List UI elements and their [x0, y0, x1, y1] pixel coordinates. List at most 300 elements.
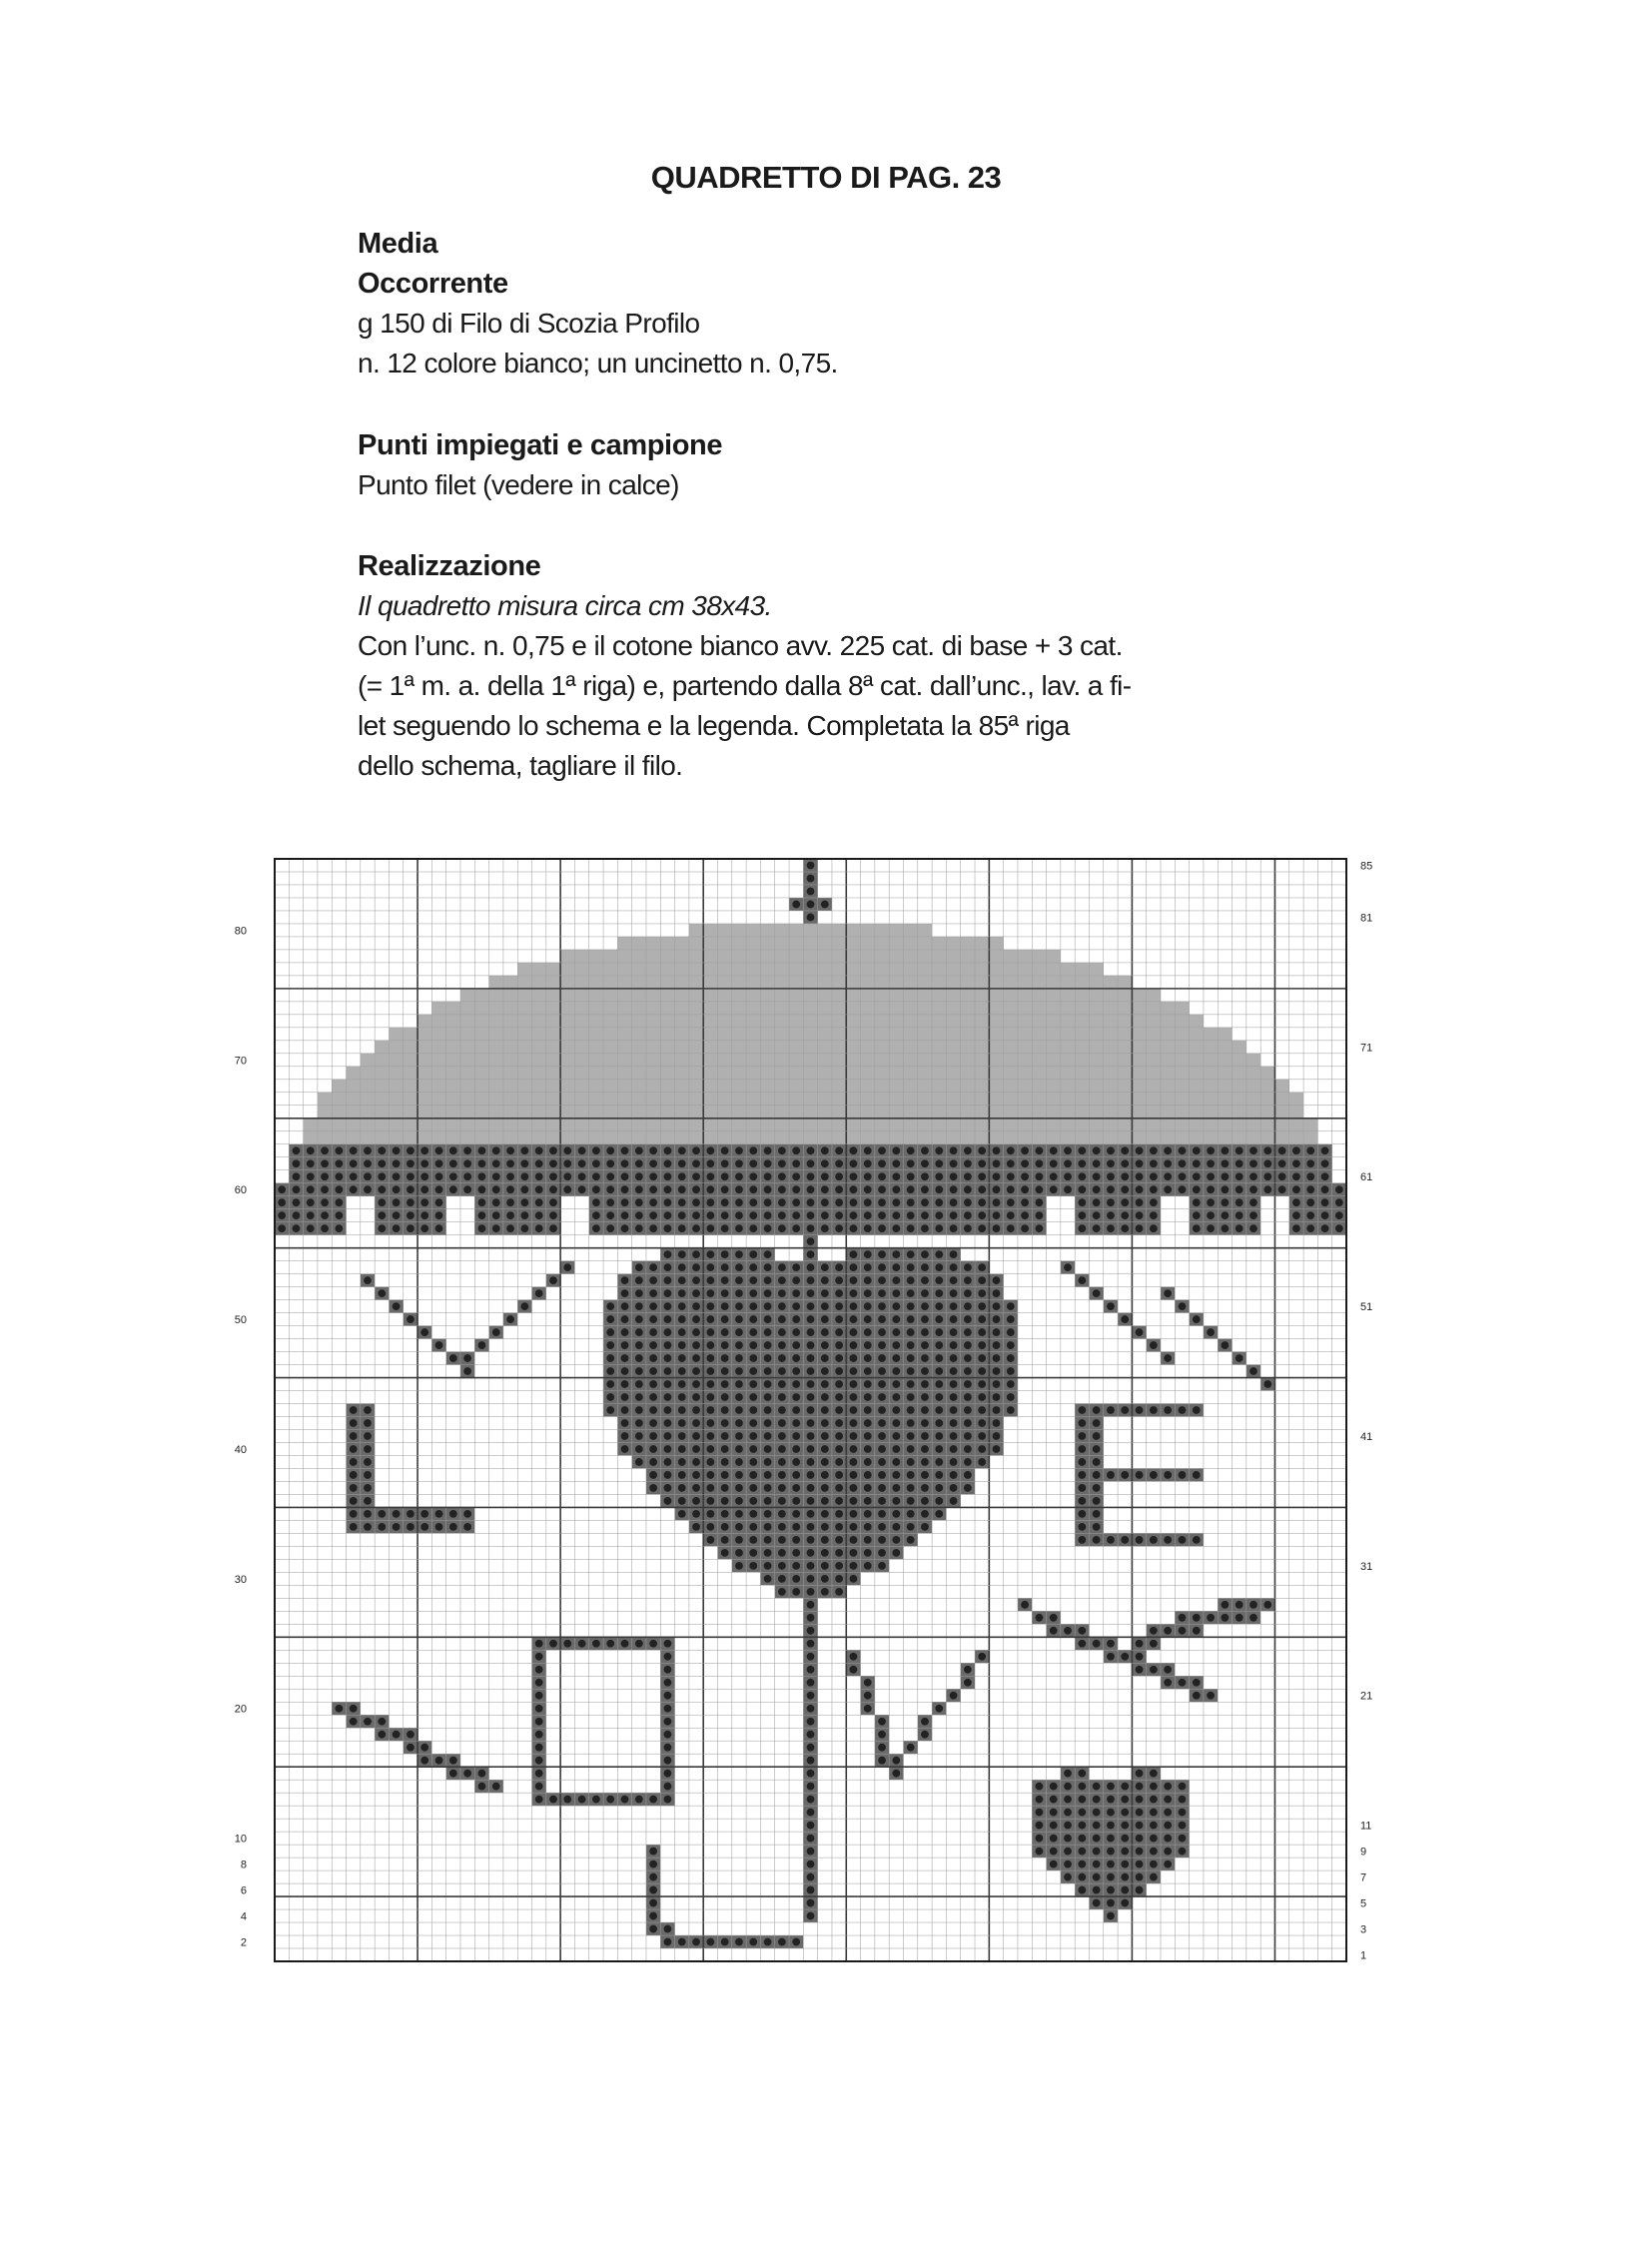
instructions-line: let seguendo lo schema e la legenda. Completata la 85ª riga [358, 710, 1070, 741]
cell-dot [721, 1341, 729, 1349]
light-cell [732, 1131, 746, 1144]
cell-dot [1207, 1159, 1215, 1167]
light-cell [517, 1119, 531, 1131]
cell-dot [792, 1562, 800, 1570]
cell-dot [578, 1185, 586, 1193]
cell-dot [978, 1276, 986, 1284]
light-cell [946, 1119, 960, 1131]
cell-dot [921, 1198, 929, 1206]
cell-dot [1078, 1484, 1086, 1492]
cell-dot [778, 1497, 786, 1505]
light-cell [546, 989, 560, 1002]
right-row-label: 71 [1360, 1042, 1373, 1055]
cell-dot [1078, 1419, 1086, 1427]
cell-dot [1164, 1835, 1172, 1843]
light-cell [375, 1054, 389, 1067]
light-cell [1233, 1054, 1246, 1067]
cell-dot [407, 1159, 414, 1167]
cell-dot [807, 1419, 815, 1427]
cell-dot [864, 1250, 872, 1258]
cell-dot [807, 1549, 815, 1557]
cell-dot [807, 1718, 815, 1726]
light-cell [846, 1054, 860, 1067]
cell-dot [692, 1159, 700, 1167]
light-cell [1289, 1119, 1303, 1131]
light-cell [746, 1131, 760, 1144]
light-cell [932, 1002, 946, 1015]
light-cell [846, 1067, 860, 1080]
cell-dot [1107, 1146, 1115, 1154]
light-cell [803, 1028, 817, 1041]
cell-dot [892, 1354, 900, 1362]
instructions-line: Con l’unc. n. 0,75 e il cotone bianco avv. 225 cat. di base + 3 cat. [358, 630, 1123, 661]
cell-dot [821, 1302, 829, 1310]
light-cell [832, 1028, 846, 1041]
cell-dot [1164, 1406, 1172, 1414]
cell-dot [921, 1185, 929, 1193]
light-cell [732, 937, 746, 950]
cell-dot [807, 1770, 815, 1778]
cell-dot [1179, 1146, 1187, 1154]
cell-dot [335, 1185, 343, 1193]
light-cell [1047, 1028, 1061, 1041]
cell-dot [1249, 1224, 1257, 1232]
light-cell [760, 1131, 774, 1144]
light-cell [746, 976, 760, 989]
light-cell [1190, 1080, 1204, 1093]
cell-dot [735, 1341, 743, 1349]
light-cell [903, 989, 917, 1002]
cell-dot [706, 1328, 714, 1336]
cell-dot [807, 1484, 815, 1492]
cell-dot [978, 1185, 986, 1193]
cell-dot [1093, 1510, 1101, 1518]
light-cell [646, 1093, 660, 1106]
cell-dot [892, 1380, 900, 1388]
cell-dot [935, 1705, 943, 1713]
light-cell [989, 937, 1003, 950]
cell-dot [393, 1198, 401, 1206]
light-cell [1018, 1028, 1032, 1041]
cell-dot [1292, 1211, 1300, 1219]
cell-dot [721, 1938, 729, 1946]
cell-dot [706, 1289, 714, 1297]
cell-dot [649, 1276, 657, 1284]
light-cell [347, 1093, 361, 1106]
light-cell [846, 976, 860, 989]
light-cell [760, 1028, 774, 1041]
cell-dot [606, 1211, 614, 1219]
light-cell [646, 1131, 660, 1144]
cell-dot [606, 1198, 614, 1206]
light-cell [703, 1119, 717, 1131]
cell-dot [635, 1172, 643, 1180]
cell-dot [749, 1510, 757, 1518]
cell-dot [935, 1198, 943, 1206]
cell-dot [807, 1886, 815, 1894]
cell-dot [850, 1159, 858, 1167]
light-cell [1032, 1106, 1046, 1119]
cell-dot [621, 1445, 629, 1453]
cell-dot [706, 1536, 714, 1544]
cell-dot [764, 1471, 772, 1479]
cell-dot [935, 1172, 943, 1180]
cell-dot [950, 1419, 958, 1427]
light-cell [503, 989, 517, 1002]
cell-dot [878, 1302, 886, 1310]
light-cell [532, 1106, 546, 1119]
cell-dot [878, 1263, 886, 1271]
cell-dot [407, 1211, 414, 1219]
cell-dot [606, 1328, 614, 1336]
light-cell [946, 1002, 960, 1015]
instructions-line: dello schema, tagliare il filo. [358, 750, 683, 781]
cell-dot [435, 1757, 443, 1765]
cell-dot [492, 1146, 500, 1154]
cell-dot [764, 1172, 772, 1180]
cell-dot [520, 1211, 528, 1219]
cell-dot [1050, 1614, 1058, 1622]
cell-dot [463, 1354, 471, 1362]
light-cell [746, 1015, 760, 1028]
cell-dot [821, 1224, 829, 1232]
cell-dot [592, 1211, 600, 1219]
light-cell [946, 1080, 960, 1093]
cell-dot [792, 1432, 800, 1440]
light-cell [474, 1002, 488, 1015]
cell-dot [1093, 1899, 1101, 1907]
cell-dot [792, 1575, 800, 1583]
cell-dot [964, 1211, 972, 1219]
light-cell [889, 1054, 903, 1067]
cell-dot [792, 1289, 800, 1297]
cell-dot [878, 1159, 886, 1167]
cell-dot [1093, 1835, 1101, 1843]
cell-dot [606, 1406, 614, 1414]
light-cell [775, 1093, 789, 1106]
light-cell [1260, 1119, 1274, 1131]
cell-dot [749, 1289, 757, 1297]
light-cell [989, 1131, 1003, 1144]
cell-dot [807, 1873, 815, 1881]
right-row-label: 31 [1360, 1560, 1373, 1573]
light-cell [918, 1015, 932, 1028]
cell-dot [692, 1146, 700, 1154]
light-cell [1104, 1106, 1118, 1119]
cell-dot [792, 1510, 800, 1518]
light-cell [975, 963, 989, 976]
cell-dot [649, 1159, 657, 1167]
cell-dot [764, 1510, 772, 1518]
cell-dot [1078, 1796, 1086, 1804]
light-cell [1190, 1119, 1204, 1131]
cell-dot [621, 1432, 629, 1440]
light-cell [489, 1041, 503, 1054]
light-cell [1161, 1080, 1175, 1093]
light-cell [404, 1041, 417, 1054]
cell-dot [1050, 1822, 1058, 1830]
cell-dot [835, 1484, 843, 1492]
light-cell [417, 1041, 431, 1054]
light-cell [1089, 1054, 1103, 1067]
light-cell [832, 1054, 846, 1067]
cell-dot [692, 1510, 700, 1518]
light-cell [617, 1041, 631, 1054]
cell-dot [835, 1549, 843, 1557]
cell-dot [1078, 1432, 1086, 1440]
light-cell [989, 1002, 1003, 1015]
light-cell [332, 1106, 346, 1119]
cell-dot [1150, 1627, 1158, 1635]
cell-dot [364, 1419, 372, 1427]
light-cell [732, 1028, 746, 1041]
cell-dot [807, 1471, 815, 1479]
light-cell [703, 1080, 717, 1093]
light-cell [1004, 1080, 1018, 1093]
cell-dot [1093, 1861, 1101, 1868]
page-title: QUADRETTO DI PAG. 23 [650, 160, 1002, 195]
cell-dot [350, 1471, 358, 1479]
cell-dot [878, 1523, 886, 1531]
light-cell [732, 950, 746, 963]
light-cell [1047, 1131, 1061, 1144]
cell-dot [764, 1523, 772, 1531]
cell-dot [921, 1471, 929, 1479]
light-cell [1204, 1093, 1218, 1106]
cell-dot [850, 1484, 858, 1492]
cell-dot [692, 1263, 700, 1271]
cell-dot [1107, 1198, 1115, 1206]
light-cell [746, 1106, 760, 1119]
cell-dot [950, 1146, 958, 1154]
light-cell [603, 1054, 617, 1067]
cell-dot [478, 1770, 486, 1778]
cell-dot [907, 1380, 915, 1388]
light-cell [703, 963, 717, 976]
cell-dot [578, 1172, 586, 1180]
cell-dot [535, 1198, 543, 1206]
cell-dot [420, 1757, 428, 1765]
light-cell [617, 989, 631, 1002]
light-cell [861, 1041, 875, 1054]
cell-dot [1093, 1809, 1101, 1817]
cell-dot [835, 1354, 843, 1362]
cell-dot [535, 1705, 543, 1713]
cell-dot [950, 1445, 958, 1453]
light-cell [789, 1015, 803, 1028]
cell-dot [1078, 1822, 1086, 1830]
light-cell [1047, 963, 1061, 976]
cell-dot [749, 1263, 757, 1271]
cell-dot [764, 1562, 772, 1570]
light-cell [1104, 1054, 1118, 1067]
light-cell [1147, 1119, 1161, 1131]
cell-dot [692, 1198, 700, 1206]
light-cell [546, 1106, 560, 1119]
light-cell [1004, 1067, 1018, 1080]
cell-dot [721, 1276, 729, 1284]
light-cell [431, 1041, 445, 1054]
right-row-label: 41 [1360, 1430, 1373, 1443]
light-cell [732, 1106, 746, 1119]
cell-dot [1207, 1328, 1215, 1336]
cell-dot [449, 1159, 457, 1167]
light-cell [1032, 1028, 1046, 1041]
light-cell [760, 937, 774, 950]
cell-dot [1164, 1861, 1172, 1868]
cell-dot [706, 1938, 714, 1946]
cell-dot [807, 1783, 815, 1791]
cell-dot [1207, 1198, 1215, 1206]
cell-dot [993, 1393, 1001, 1401]
cell-dot [821, 1562, 829, 1570]
cell-dot [864, 1432, 872, 1440]
cell-dot [1007, 1341, 1015, 1349]
light-cell [775, 937, 789, 950]
cell-dot [621, 1211, 629, 1219]
light-cell [1204, 1131, 1218, 1144]
light-cell [1147, 1002, 1161, 1015]
light-cell [1118, 976, 1132, 989]
cell-dot [807, 1614, 815, 1622]
light-cell [961, 1119, 975, 1131]
light-cell [1274, 1119, 1288, 1131]
cell-dot [735, 1250, 743, 1258]
cell-dot [449, 1185, 457, 1193]
cell-dot [892, 1523, 900, 1531]
cell-dot [520, 1224, 528, 1232]
cell-dot [1093, 1146, 1101, 1154]
cell-dot [993, 1432, 1001, 1440]
light-cell [503, 1093, 517, 1106]
cell-dot [635, 1146, 643, 1154]
cell-dot [907, 1315, 915, 1323]
light-cell [918, 1002, 932, 1015]
light-cell [1104, 1002, 1118, 1015]
cell-dot [921, 1263, 929, 1271]
cell-dot [1050, 1835, 1058, 1843]
cell-dot [364, 1523, 372, 1531]
cell-dot [778, 1289, 786, 1297]
cell-dot [735, 1185, 743, 1193]
light-cell [818, 963, 832, 976]
light-cell [903, 950, 917, 963]
light-cell [417, 1093, 431, 1106]
cell-dot [1007, 1302, 1015, 1310]
cell-dot [735, 1315, 743, 1323]
cell-dot [664, 1679, 672, 1687]
light-cell [789, 1131, 803, 1144]
cell-dot [864, 1289, 872, 1297]
light-cell [832, 937, 846, 950]
cell-dot [907, 1432, 915, 1440]
cell-dot [278, 1224, 286, 1232]
cell-dot [764, 1354, 772, 1362]
cell-dot [678, 1341, 686, 1349]
cell-dot [664, 1666, 672, 1674]
light-cell [846, 963, 860, 976]
light-cell [932, 976, 946, 989]
cell-dot [706, 1172, 714, 1180]
cell-dot [1221, 1198, 1229, 1206]
light-cell [861, 950, 875, 963]
cell-dot [1136, 1653, 1144, 1661]
cell-dot [1078, 1471, 1086, 1479]
cell-dot [778, 1198, 786, 1206]
cell-dot [921, 1289, 929, 1297]
cell-dot [621, 1367, 629, 1375]
cell-dot [792, 1445, 800, 1453]
light-cell [574, 1093, 588, 1106]
cell-dot [935, 1380, 943, 1388]
cell-dot [678, 1198, 686, 1206]
left-row-label: 70 [234, 1055, 247, 1068]
cell-dot [807, 1380, 815, 1388]
cell-dot [807, 1796, 815, 1804]
cell-dot [749, 1159, 757, 1167]
cell-dot [692, 1938, 700, 1946]
cell-dot [850, 1536, 858, 1544]
cell-dot [606, 1354, 614, 1362]
light-cell [1132, 1080, 1146, 1093]
cell-dot [850, 1146, 858, 1154]
cell-dot [664, 1432, 672, 1440]
light-cell [632, 1028, 646, 1041]
cell-dot [1093, 1822, 1101, 1830]
cell-dot [678, 1367, 686, 1375]
cell-dot [692, 1172, 700, 1180]
cell-dot [478, 1341, 486, 1349]
light-cell [1118, 1106, 1132, 1119]
cell-dot [792, 1276, 800, 1284]
cell-dot [821, 1406, 829, 1414]
light-cell [1204, 1067, 1218, 1080]
light-cell [946, 937, 960, 950]
cell-dot [1093, 1640, 1101, 1648]
light-cell [975, 937, 989, 950]
cell-dot [664, 1367, 672, 1375]
light-cell [675, 1106, 689, 1119]
cell-dot [950, 1185, 958, 1193]
cell-dot [835, 1523, 843, 1531]
cell-dot [1136, 1406, 1144, 1414]
light-cell [746, 1119, 760, 1131]
cell-dot [1150, 1471, 1158, 1479]
light-cell [803, 1015, 817, 1028]
light-cell [975, 1028, 989, 1041]
cell-dot [1036, 1809, 1044, 1817]
cell-dot [735, 1432, 743, 1440]
cell-dot [1093, 1211, 1101, 1219]
light-cell [417, 1067, 431, 1080]
cell-dot [350, 1146, 358, 1154]
light-cell [918, 1119, 932, 1131]
cell-dot [649, 1925, 657, 1933]
cell-dot [792, 1588, 800, 1596]
cell-dot [921, 1354, 929, 1362]
cell-dot [721, 1185, 729, 1193]
cell-dot [807, 888, 815, 896]
light-cell [546, 1015, 560, 1028]
cell-dot [935, 1354, 943, 1362]
light-cell [1032, 950, 1046, 963]
cell-dot [749, 1367, 757, 1375]
light-cell [775, 976, 789, 989]
cell-dot [492, 1172, 500, 1180]
light-cell [1260, 1067, 1274, 1080]
cell-dot [764, 1406, 772, 1414]
cell-dot [621, 1419, 629, 1427]
